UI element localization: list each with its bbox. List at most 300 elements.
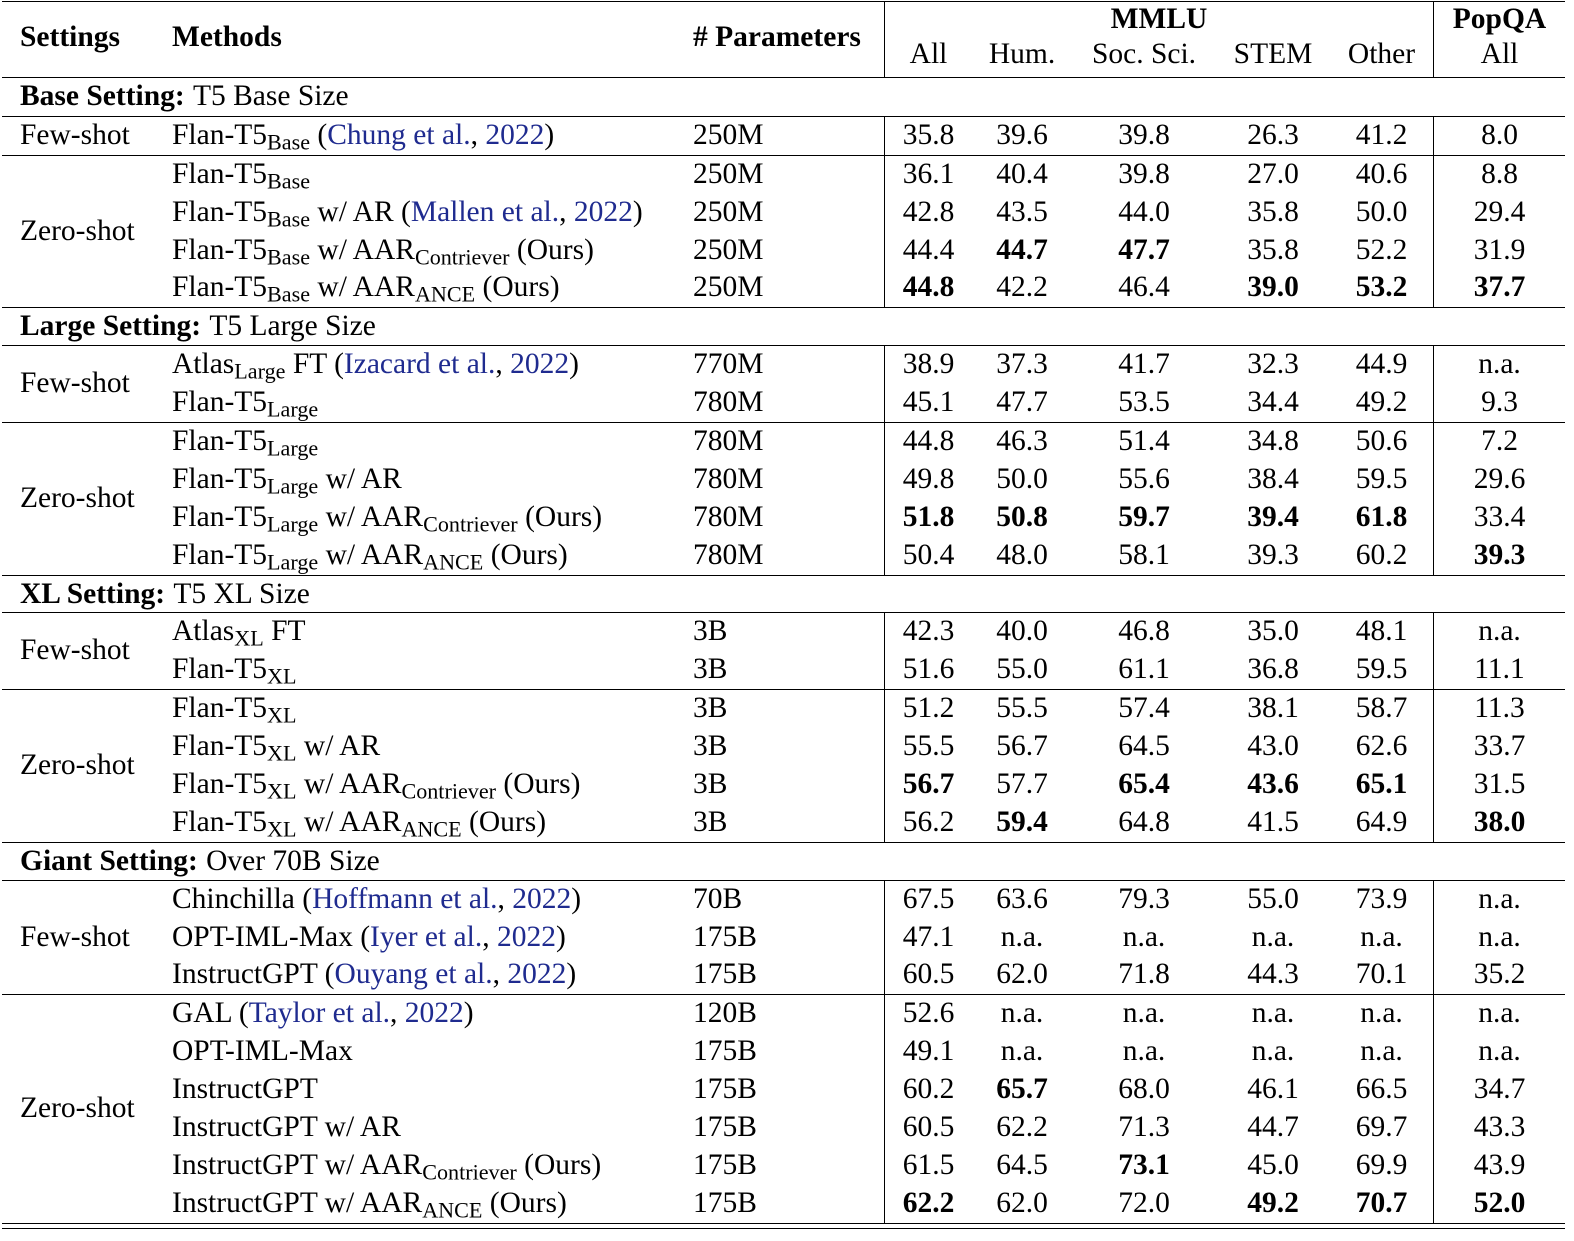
popqa-score: 33.4 [1433, 499, 1565, 537]
popqa-score: n.a. [1433, 995, 1565, 1033]
mmlu-social-sciences-column-header: Soc. Sci. [1091, 37, 1197, 70]
mmlu-score: 38.1 [1247, 692, 1299, 725]
mmlu-score: 55.5 [996, 692, 1048, 725]
method-text: Flan-T5 [172, 805, 268, 838]
parameters-column-header: # Parameters [693, 20, 861, 53]
section-title-text: T5 XL Size [173, 577, 310, 610]
mmlu-score: 50.4 [884, 537, 972, 575]
mmlu-score: 42.3 [884, 613, 972, 651]
setting-label: Few-shot [20, 118, 130, 151]
setting-label: Few-shot [20, 367, 130, 400]
method-name [160, 1109, 680, 1147]
mmlu-score: 55.0 [1247, 882, 1299, 915]
mmlu-score: n.a. [1251, 997, 1295, 1030]
method-subscript: Contriever [422, 1159, 517, 1185]
method-subscript: Large [267, 549, 319, 575]
mmlu-score: n.a. [1122, 1035, 1166, 1068]
mmlu-score: 62.2 [996, 1111, 1048, 1144]
mmlu-score: 66.5 [1355, 1073, 1408, 1106]
setting-label: Few-shot [20, 634, 130, 667]
parameter-count: 3B [693, 692, 728, 725]
setting-group [2, 880, 1565, 995]
citation-link[interactable]: Mallen et al. [410, 195, 560, 228]
mmlu-score: 59.5 [1355, 653, 1408, 686]
mmlu-score: 49.2 [1355, 386, 1408, 419]
section-title [2, 842, 1565, 880]
method-text: Flan-T5 [172, 768, 268, 801]
mmlu-score: 64.5 [996, 1148, 1048, 1181]
mmlu-score: 53.2 [1355, 271, 1408, 304]
mmlu-score: 44.0 [1118, 195, 1170, 228]
mmlu-score: 64.9 [1355, 805, 1408, 838]
method-subscript: Contriever [401, 778, 497, 804]
method-text: Flan-T5 [172, 692, 268, 725]
method-name [160, 1071, 680, 1109]
mmlu-score: 51.6 [884, 651, 972, 689]
method-text: Flan-T5 [172, 233, 268, 266]
mmlu-score: n.a. [1000, 920, 1044, 953]
mmlu-score: 44.4 [884, 232, 972, 270]
mmlu-score: 35.0 [1247, 615, 1299, 648]
popqa-all-column-header: All [1433, 33, 1565, 77]
popqa-score: 8.8 [1433, 156, 1565, 194]
setting-group [2, 994, 1565, 1222]
mmlu-score: 65.7 [996, 1073, 1048, 1106]
mmlu-score: 47.1 [884, 919, 972, 957]
method-text: Flan-T5 [172, 425, 268, 458]
mmlu-score: n.a. [1360, 1035, 1403, 1068]
setting-group [2, 612, 1565, 689]
method-name [160, 232, 680, 270]
section-title-text: T5 Large Size [209, 310, 376, 343]
mmlu-score: 58.1 [1118, 538, 1170, 571]
mmlu-score: 44.9 [1355, 348, 1408, 381]
method-text: w/ AAR [296, 805, 402, 838]
citation-link[interactable]: 2022 [510, 348, 570, 381]
setting-label: Zero-shot [20, 214, 135, 247]
mmlu-score: 52.6 [884, 995, 972, 1033]
settings-column-header: Settings [20, 20, 120, 53]
popqa-score: 52.0 [1433, 1185, 1565, 1223]
method-text: InstructGPT w/ AAR [172, 1186, 423, 1219]
method-text: (Ours) [482, 1186, 567, 1219]
method-text: FT [263, 615, 306, 648]
mmlu-score: 50.6 [1355, 425, 1408, 458]
mmlu-score: 35.8 [884, 117, 972, 155]
citation-link[interactable]: 2022 [485, 118, 545, 151]
citation-link[interactable]: 2022 [507, 958, 567, 991]
parameter-count: 780M [693, 500, 764, 533]
mmlu-score: 46.1 [1247, 1073, 1299, 1106]
section-title-text: Over 70B Size [206, 844, 380, 877]
method-text: ) [569, 348, 579, 381]
method-text: ) [571, 882, 582, 915]
method-text: ) [632, 195, 643, 228]
mmlu-score: 60.2 [1355, 538, 1408, 571]
mmlu-score: 48.1 [1355, 615, 1408, 648]
section-title [2, 307, 1565, 345]
mmlu-score: 38.4 [1247, 462, 1299, 495]
method-subscript: XL [267, 663, 297, 689]
mmlu-score: 68.0 [1118, 1073, 1170, 1106]
mmlu-score: 70.1 [1355, 958, 1408, 991]
mmlu-score: 34.8 [1247, 425, 1299, 458]
method-text: InstructGPT w/ AR [172, 1111, 401, 1144]
mmlu-score: 51.2 [884, 690, 972, 728]
mmlu-score: 51.4 [1118, 425, 1170, 458]
method-subscript: XL [267, 778, 297, 804]
popqa-score: 31.5 [1433, 766, 1565, 804]
mmlu-score: 43.0 [1247, 730, 1299, 763]
citation-link[interactable]: Taylor et al. [248, 997, 391, 1030]
method-name [160, 423, 680, 461]
mmlu-score: 61.1 [1118, 653, 1170, 686]
method-text: Chinchilla ( [172, 882, 313, 915]
mmlu-score: 44.3 [1247, 958, 1299, 991]
parameter-count: 175B [693, 1111, 757, 1144]
mmlu-score: 61.8 [1355, 500, 1408, 533]
mmlu-score: 50.0 [1355, 195, 1408, 228]
mmlu-score: 72.0 [1118, 1186, 1170, 1219]
popqa-score: n.a. [1433, 919, 1565, 957]
citation-link[interactable]: Hoffmann et al. [312, 882, 498, 915]
results-table [2, 1, 1565, 1229]
method-text: , [495, 348, 511, 381]
mmlu-score: 39.6 [996, 118, 1048, 151]
mmlu-score: 45.1 [884, 384, 972, 422]
mmlu-score: 71.8 [1118, 958, 1170, 991]
method-text: InstructGPT [172, 1073, 318, 1106]
method-text: GAL ( [172, 997, 249, 1030]
mmlu-score: 44.7 [996, 233, 1048, 266]
mmlu-score: 38.9 [884, 346, 972, 384]
method-text: Flan-T5 [172, 538, 268, 571]
parameter-count: 250M [693, 271, 764, 304]
popqa-score: n.a. [1433, 613, 1565, 651]
popqa-score: 43.3 [1433, 1109, 1565, 1147]
method-text: Flan-T5 [172, 157, 268, 190]
parameter-count: 3B [693, 768, 728, 801]
popqa-score: 11.3 [1433, 690, 1565, 728]
method-subscript: ANCE [422, 1197, 483, 1223]
mmlu-score: 39.3 [1247, 538, 1299, 571]
method-subscript: Base [267, 281, 311, 307]
mmlu-score: 40.4 [996, 157, 1048, 190]
method-name [160, 804, 680, 842]
method-name [160, 499, 680, 537]
method-text: , [492, 958, 508, 991]
mmlu-score: 55.0 [996, 653, 1048, 686]
mmlu-score: 36.8 [1247, 653, 1299, 686]
parameter-count: 250M [693, 118, 764, 151]
mmlu-score: 49.2 [1247, 1186, 1299, 1219]
method-subscript: Base [267, 168, 311, 194]
method-text: w/ AAR [318, 500, 424, 533]
mmlu-score: 41.5 [1247, 805, 1299, 838]
methods-column-header: Methods [172, 20, 282, 53]
parameter-count: 250M [693, 195, 764, 228]
mmlu-score: 50.0 [996, 462, 1048, 495]
mmlu-score: 39.8 [1118, 157, 1170, 190]
parameter-count: 780M [693, 462, 764, 495]
mmlu-score: 70.7 [1355, 1186, 1408, 1219]
method-text: Flan-T5 [172, 118, 268, 151]
mmlu-score: n.a. [1000, 997, 1044, 1030]
citation-link[interactable]: Ouyang et al. [334, 958, 493, 991]
method-name [160, 1147, 680, 1185]
method-subscript: ANCE [414, 281, 476, 307]
method-text: w/ AAR [310, 271, 415, 304]
popqa-score: 9.3 [1433, 384, 1565, 422]
parameter-count: 120B [693, 997, 757, 1030]
setting-label: Few-shot [20, 920, 130, 953]
mmlu-score: 40.0 [996, 615, 1048, 648]
mmlu-score: n.a. [1122, 997, 1166, 1030]
method-name [160, 881, 680, 919]
popqa-score: 29.6 [1433, 461, 1565, 499]
mmlu-score: 62.0 [996, 1186, 1048, 1219]
mmlu-score: 65.1 [1355, 768, 1408, 801]
method-text: Flan-T5 [172, 730, 268, 763]
mmlu-score: 73.9 [1355, 882, 1408, 915]
method-subscript: ANCE [401, 816, 462, 842]
method-text: w/ AAR [296, 768, 402, 801]
popqa-score: 34.7 [1433, 1071, 1565, 1109]
mmlu-other-column-header: Other [1347, 37, 1416, 70]
popqa-score: 37.7 [1433, 269, 1565, 307]
method-name [160, 766, 680, 804]
mmlu-score: 40.6 [1355, 157, 1408, 190]
section-title [2, 575, 1565, 613]
mmlu-score: 56.7 [996, 730, 1048, 763]
section-title-bold: XL Setting: [20, 577, 166, 610]
method-text: Atlas [172, 348, 235, 381]
method-text: (Ours) [496, 768, 581, 801]
method-text: , [497, 882, 513, 915]
parameter-count: 3B [693, 653, 728, 686]
method-name [160, 461, 680, 499]
mmlu-score: 34.4 [1247, 386, 1299, 419]
mmlu-stem-column-header: STEM [1233, 37, 1313, 70]
method-text: (Ours) [475, 271, 560, 304]
mmlu-score: n.a. [1251, 1035, 1295, 1068]
mmlu-score: 42.8 [884, 194, 972, 232]
method-text: w/ AR [318, 462, 402, 495]
popqa-score: 8.0 [1433, 117, 1565, 155]
parameter-count: 3B [693, 730, 728, 763]
parameter-count: 175B [693, 1186, 757, 1219]
method-subscript: Contriever [423, 511, 518, 537]
mmlu-score: 46.3 [996, 425, 1048, 458]
method-text: w/ AR ( [310, 195, 411, 228]
method-name [160, 690, 680, 728]
method-text: Atlas [172, 615, 235, 648]
mmlu-score: 44.7 [1247, 1111, 1299, 1144]
mmlu-score: 57.4 [1118, 692, 1170, 725]
parameter-count: 780M [693, 386, 764, 419]
mmlu-score: 43.6 [1247, 768, 1299, 801]
mmlu-score: 47.7 [1118, 233, 1170, 266]
method-text: (Ours) [483, 538, 568, 571]
method-text: InstructGPT w/ AAR [172, 1148, 423, 1181]
method-text: (Ours) [517, 500, 603, 533]
parameter-count: 3B [693, 615, 728, 648]
method-subscript: Large [234, 358, 286, 384]
setting-label: Zero-shot [20, 1092, 135, 1125]
mmlu-score: 26.3 [1247, 118, 1299, 151]
method-subscript: XL [267, 816, 297, 842]
method-text: OPT-IML-Max [172, 1035, 353, 1068]
mmlu-score: 71.3 [1118, 1111, 1170, 1144]
method-text: ) [463, 997, 474, 1030]
mmlu-score: 35.8 [1247, 195, 1299, 228]
mmlu-score: 27.0 [1247, 157, 1299, 190]
method-text: Flan-T5 [172, 462, 268, 495]
mmlu-score: 55.6 [1118, 462, 1170, 495]
method-text: w/ AAR [310, 233, 415, 266]
citation-link[interactable]: Iyer et al. [370, 920, 483, 953]
parameter-count: 250M [693, 157, 764, 190]
method-subscript: Large [267, 511, 319, 537]
mmlu-score: 67.5 [884, 881, 972, 919]
method-name [160, 384, 680, 422]
method-text: Flan-T5 [172, 386, 268, 419]
mmlu-score: n.a. [1251, 920, 1295, 953]
method-text: InstructGPT ( [172, 958, 335, 991]
method-name [160, 995, 680, 1033]
popqa-score: 29.4 [1433, 194, 1565, 232]
parameter-count: 780M [693, 425, 764, 458]
popqa-score: 31.9 [1433, 232, 1565, 270]
citation-link[interactable]: 2022 [512, 882, 572, 915]
popqa-score: 11.1 [1433, 651, 1565, 689]
citation-link[interactable]: 2022 [496, 920, 556, 953]
mmlu-score: 47.7 [996, 386, 1048, 419]
mmlu-score: 41.2 [1355, 118, 1408, 151]
citation-link[interactable]: Chung et al. [327, 118, 471, 151]
mmlu-score: 69.9 [1355, 1148, 1408, 1181]
parameter-count: 175B [693, 1035, 757, 1068]
method-text: (Ours) [461, 805, 547, 838]
method-text: , [470, 118, 486, 151]
parameter-count: 175B [693, 920, 757, 953]
mmlu-score: 49.8 [884, 461, 972, 499]
mmlu-score: 59.7 [1118, 500, 1170, 533]
mmlu-score: 73.1 [1118, 1148, 1170, 1181]
citation-link[interactable]: 2022 [573, 195, 633, 228]
section-title-bold: Base Setting: [20, 80, 185, 112]
mmlu-score: 49.1 [884, 1033, 972, 1071]
method-text: Flan-T5 [172, 500, 268, 533]
mmlu-score: 58.7 [1355, 692, 1408, 725]
method-name [160, 537, 680, 575]
method-text: Flan-T5 [172, 653, 268, 686]
parameter-count: 770M [693, 348, 764, 381]
parameter-count: 175B [693, 958, 757, 991]
method-text: , [559, 195, 574, 228]
method-name [160, 194, 680, 232]
setting-group [2, 155, 1565, 308]
setting-group [2, 689, 1565, 842]
mmlu-score: 62.2 [884, 1185, 972, 1223]
popqa-group-header: PopQA [1433, 2, 1565, 33]
mmlu-score: n.a. [1360, 997, 1403, 1030]
method-name [160, 269, 680, 307]
mmlu-score: 79.3 [1118, 882, 1170, 915]
popqa-score: n.a. [1433, 346, 1565, 384]
popqa-score: 33.7 [1433, 728, 1565, 766]
method-name [160, 346, 680, 384]
table-header [2, 2, 1565, 78]
mmlu-score: n.a. [1122, 920, 1166, 953]
method-name [160, 1185, 680, 1223]
section-title-bold: Large Setting: [20, 310, 202, 343]
mmlu-score: 59.5 [1355, 462, 1408, 495]
table-bottom-rule [2, 1223, 1565, 1229]
mmlu-score: 63.6 [996, 882, 1048, 915]
mmlu-all-column-header: All [884, 33, 972, 77]
method-name [160, 156, 680, 194]
method-subscript: ANCE [423, 549, 484, 575]
mmlu-score: 46.4 [1118, 271, 1170, 304]
mmlu-score: 44.8 [884, 269, 972, 307]
method-subscript: XL [267, 702, 297, 728]
method-text: (Ours) [516, 1148, 602, 1181]
popqa-score: n.a. [1433, 881, 1565, 919]
mmlu-score: 53.5 [1118, 386, 1170, 419]
popqa-score: n.a. [1433, 1033, 1565, 1071]
method-subscript: Large [267, 435, 319, 461]
mmlu-humanities-column-header: Hum. [988, 37, 1056, 70]
citation-link[interactable]: 2022 [404, 997, 464, 1030]
mmlu-score: 43.5 [996, 195, 1048, 228]
section-title-bold: Giant Setting: [20, 844, 198, 877]
mmlu-score: 35.8 [1247, 233, 1299, 266]
setting-label: Zero-shot [20, 749, 135, 782]
mmlu-score: n.a. [1360, 920, 1403, 953]
method-name [160, 956, 680, 994]
parameter-count: 175B [693, 1073, 757, 1106]
mmlu-score: 60.5 [884, 1109, 972, 1147]
mmlu-score: 56.7 [884, 766, 972, 804]
method-name [160, 651, 680, 689]
method-text: ) [566, 958, 577, 991]
mmlu-score: 39.4 [1247, 500, 1299, 533]
method-name [160, 728, 680, 766]
mmlu-score: 64.8 [1118, 805, 1170, 838]
method-text: ) [555, 920, 566, 953]
parameter-count: 3B [693, 805, 728, 838]
method-subscript: Base [267, 206, 311, 232]
mmlu-score: 39.0 [1247, 271, 1299, 304]
mmlu-score: 39.8 [1118, 118, 1170, 151]
method-text: FT ( [285, 348, 344, 381]
mmlu-score: 69.7 [1355, 1111, 1408, 1144]
method-text: (Ours) [509, 233, 594, 266]
mmlu-score: 48.0 [996, 538, 1048, 571]
citation-link[interactable]: Izacard et al. [343, 348, 496, 381]
method-text: , [390, 997, 405, 1030]
table-body [2, 78, 1565, 1223]
section-title [2, 78, 1565, 116]
mmlu-score: 57.7 [996, 768, 1048, 801]
method-text: w/ AR [296, 730, 381, 763]
setting-group [2, 422, 1565, 575]
method-name [160, 1033, 680, 1071]
mmlu-score: 50.8 [996, 500, 1048, 533]
method-subscript: Contriever [414, 244, 510, 270]
popqa-score: 38.0 [1433, 804, 1565, 842]
